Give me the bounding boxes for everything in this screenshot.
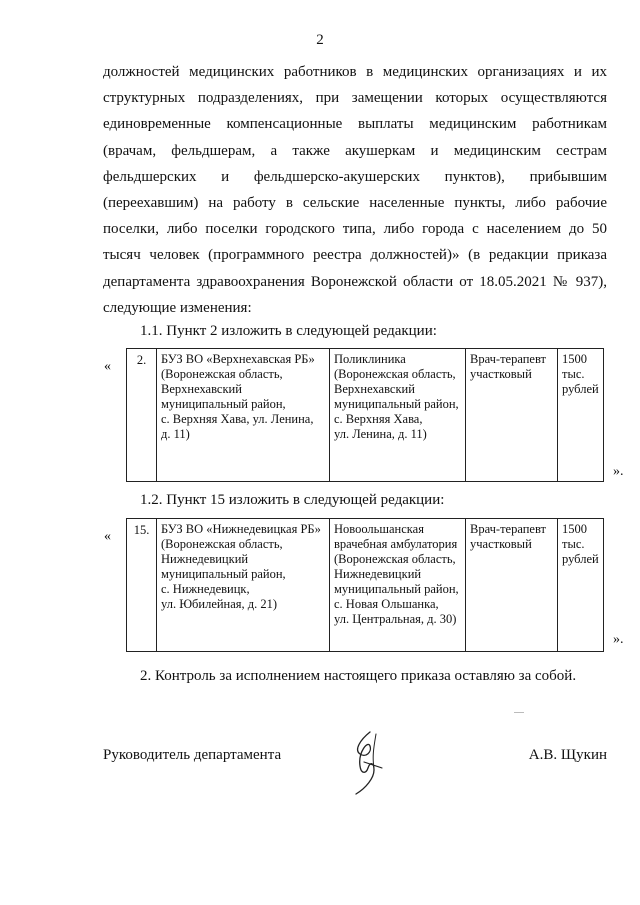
cell-line: Новоольшанская xyxy=(334,522,424,536)
body-line: фельдшерских и фельдшерско-акушерских пунктов), прибывшим xyxy=(103,168,607,185)
amount-cell xyxy=(558,519,604,652)
cell-line: Нижнедевицкий xyxy=(161,552,249,566)
cell-line: д. 11) xyxy=(161,427,190,441)
body-line: должностей медицинских работников в медицинских организациях и их xyxy=(103,64,607,80)
cell-line: участковый xyxy=(470,367,532,381)
cell-line: Верхнехавский xyxy=(161,382,242,396)
item-number: 15. xyxy=(127,519,157,652)
unit-cell xyxy=(330,349,466,482)
body-line: единовременные компенсационные выплаты медицинским работникам xyxy=(103,116,607,133)
body-line: поселки, либо поселки городского типа, либо города с населением до 50 xyxy=(103,221,607,238)
cell-line: тыс. xyxy=(562,367,585,381)
handwritten-signature xyxy=(330,722,410,802)
cell-line: муниципальный район, xyxy=(161,397,286,411)
cell-line: БУЗ ВО «Верхнехавская РБ» xyxy=(161,352,315,366)
cell-line: с. Новая Ольшанка, xyxy=(334,597,439,611)
cell-line: с. Верхняя Хава, xyxy=(334,412,423,426)
body-line: тысяч человек (программного реестра должностей)» (в редакции приказа xyxy=(103,247,607,264)
amendment-heading: 1.2. Пункт 15 изложить в следующей редакции: xyxy=(140,492,445,508)
close-quote: ». xyxy=(613,464,624,479)
cell-line: муниципальный район, xyxy=(161,567,286,581)
cell-line: 1500 xyxy=(562,522,587,536)
item-number: 2. xyxy=(127,349,157,482)
cell-line: рублей xyxy=(562,552,599,566)
body-paragraph xyxy=(103,59,607,321)
cell-line: с. Верхняя Хава, ул. Ленина, xyxy=(161,412,314,426)
cell-line: ул. Центральная, д. 30) xyxy=(334,612,457,626)
body-line: структурных подразделениях, при замещении которых осуществляются xyxy=(103,90,607,107)
cell-line: (Воронежская область, xyxy=(334,367,456,381)
close-quote: ». xyxy=(613,632,624,647)
open-quote: « xyxy=(104,529,111,544)
table-row xyxy=(127,349,604,482)
amendment-table xyxy=(126,348,604,482)
unit-cell xyxy=(330,519,466,652)
amount-cell xyxy=(558,349,604,482)
cell-line: тыс. xyxy=(562,537,585,551)
body-line: департамента здравоохранения Воронежской области от 18.05.2021 № 937), xyxy=(103,273,607,290)
organization-cell xyxy=(157,519,330,652)
closing-paragraph: 2. Контроль за исполнением настоящего приказа оставляю за собой. xyxy=(140,668,577,684)
cell-line: Нижнедевицкий xyxy=(334,567,422,581)
amendment-heading: 1.1. Пункт 2 изложить в следующей редакции: xyxy=(140,323,437,339)
cell-line: Врач-терапевт xyxy=(470,522,547,536)
signatory-title: Руководитель департамента xyxy=(103,747,282,763)
signatory-name: А.В. Щукин xyxy=(528,747,607,763)
cell-line: 1500 xyxy=(562,352,587,366)
cell-line: (Воронежская область, xyxy=(334,552,456,566)
cell-line: (Воронежская область, xyxy=(161,367,283,381)
cell-line: Поликлиника xyxy=(334,352,406,366)
cell-line: с. Нижнедевицк, xyxy=(161,582,250,596)
cell-line: Врач-терапевт xyxy=(470,352,547,366)
body-line: следующие изменения: xyxy=(103,299,252,316)
cell-line: ул. Ленина, д. 11) xyxy=(334,427,427,441)
page-number: 2 xyxy=(316,32,324,48)
position-cell xyxy=(466,519,558,652)
table-row xyxy=(127,519,604,652)
cell-line: муниципальный район, xyxy=(334,397,459,411)
scan-artifact xyxy=(514,712,524,713)
cell-line: врачебная амбулатория xyxy=(334,537,458,551)
cell-line: рублей xyxy=(562,382,599,396)
cell-line: Верхнехавский xyxy=(334,382,415,396)
amendment-table xyxy=(126,518,604,652)
open-quote: « xyxy=(104,359,111,374)
cell-line: БУЗ ВО «Нижнедевицкая РБ» xyxy=(161,522,321,536)
body-line: (переехавшим) на работу в сельские населенные пункты, либо рабочие xyxy=(103,194,607,211)
position-cell xyxy=(466,349,558,482)
cell-line: (Воронежская область, xyxy=(161,537,283,551)
organization-cell xyxy=(157,349,330,482)
cell-line: участковый xyxy=(470,537,532,551)
cell-line: ул. Юбилейная, д. 21) xyxy=(161,597,278,611)
body-line: (врачам, фельдшерам, а также акушеркам и медицинским сестрам xyxy=(103,142,607,159)
cell-line: муниципальный район, xyxy=(334,582,459,596)
